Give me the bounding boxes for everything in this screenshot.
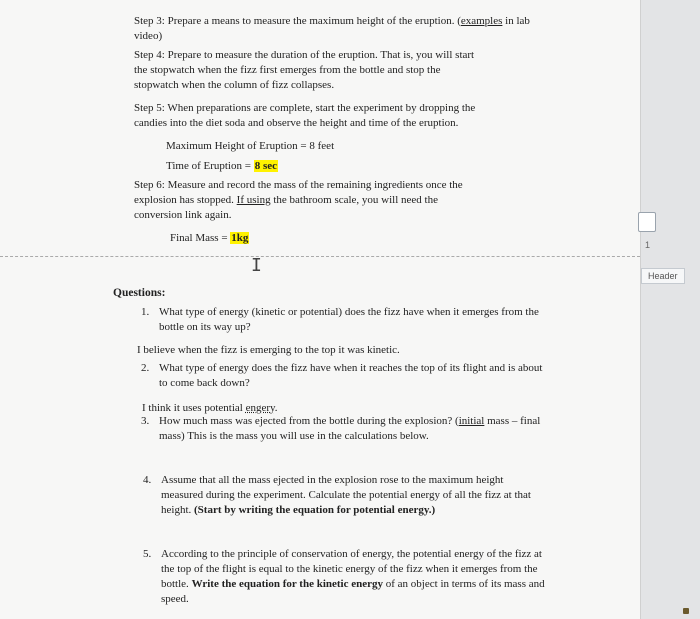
max-height-line: Maximum Height of Eruption = 8 feet (166, 140, 335, 152)
text-cursor-icon: I (251, 255, 262, 276)
if-using-link[interactable]: If using (236, 194, 271, 206)
page-break (0, 256, 640, 257)
header-footer-box-icon[interactable] (638, 212, 656, 232)
questions-heading: Questions: (113, 287, 166, 299)
question-1: 1. What type of energy (kinetic or potential) does the fizz have when it emerges from the bottle on its way up? (141, 306, 539, 333)
step3-line2: video) (134, 30, 163, 42)
page-number: 1 (645, 240, 651, 250)
question-3: 3. How much mass was ejected from the bottle during the explosion? (initial mass – final mass) This is the mass you will use in the calculations below. (141, 415, 541, 442)
question-5: 5. According to the principle of conservation of energy, the potential energy of the fizz at the top of the flight is equal to the kinetic energy of the fizz when it emerges from the bottle. Write the equation for the kinetic energy of an object in terms of its mass and speed. (143, 548, 545, 605)
step4-line2: the stopwatch when the fizz first emerges from the bottle and stop the (134, 64, 441, 76)
time-line: Time of Eruption = 8 sec (166, 160, 277, 172)
question-2: 2. What type of energy does the fizz have when it reaches the top of its flight and is about to come back down? (141, 362, 543, 389)
step6-line3: conversion link again. (134, 209, 232, 221)
step5-line2: candies into the diet soda and observe the height and time of the eruption. (134, 117, 459, 129)
right-margin-gutter (640, 0, 700, 619)
step6-line1: Step 6: Measure and record the mass of the remaining ingredients once the (134, 179, 463, 191)
step6-line2: explosion has stopped. If using the bathroom scale, you will need the (134, 194, 438, 206)
max-height-value: 8 feet (309, 140, 335, 152)
time-value: 8 sec (254, 160, 277, 172)
examples-link[interactable]: examples (460, 15, 503, 27)
step3-line1: Step 3: Prepare a means to measure the maximum height of the eruption. (examples in lab (134, 15, 530, 27)
header-tag[interactable]: Header (641, 268, 685, 284)
answer-1[interactable]: I believe when the fizz is emerging to the top it was kinetic. (137, 344, 400, 356)
corner-mark (683, 608, 689, 614)
answer-2[interactable]: I think it uses potential engery. (142, 402, 278, 414)
step5-line1: Step 5: When preparations are complete, start the experiment by dropping the (134, 102, 476, 114)
step4-line1: Step 4: Prepare to measure the duration of the eruption. That is, you will start (134, 49, 475, 61)
final-mass-value: 1kg (231, 232, 249, 244)
question-4: 4. Assume that all the mass ejected in the explosion rose to the maximum height measured during the experiment. Calculate the potential energy of all the fizz at that height. (Start by writing the equation for potential energy.) (143, 474, 531, 516)
final-mass-line: Final Mass = 1kg (170, 232, 249, 244)
step4-line3: stopwatch when the column of fizz collapses. (134, 79, 335, 91)
